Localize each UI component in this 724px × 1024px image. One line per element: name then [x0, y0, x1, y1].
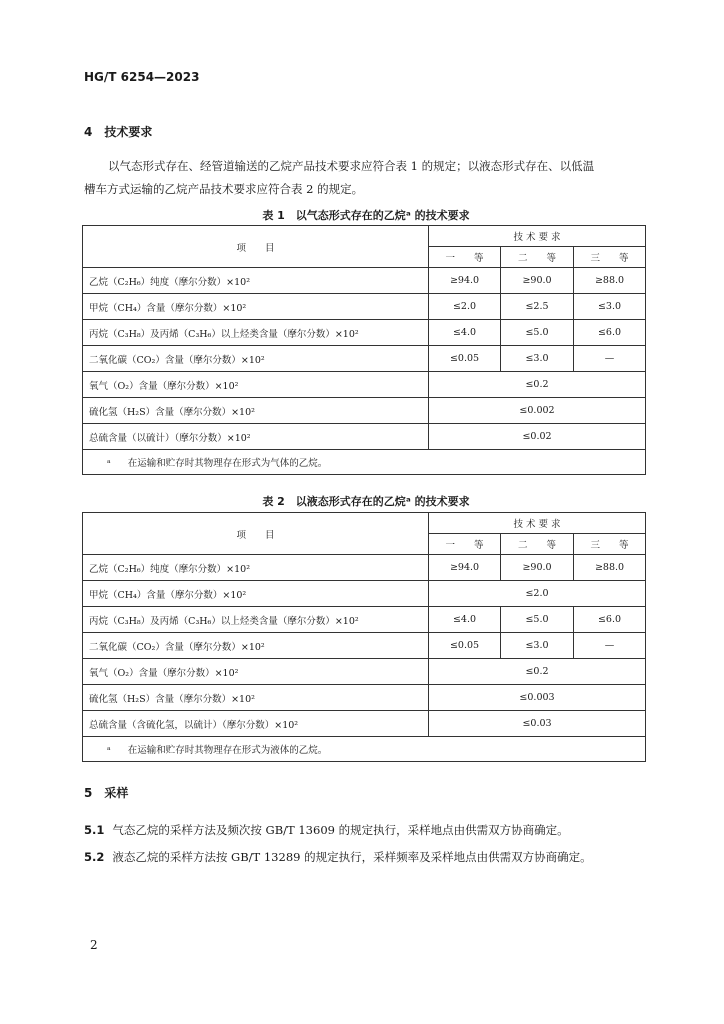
clause-5-2	[84, 849, 592, 865]
value-cell: ≤5.0	[501, 607, 574, 633]
clause-number: 5.1	[84, 823, 105, 837]
requirement-header: 技 术 要 求	[429, 513, 646, 534]
value-cell: ≤2.5	[501, 294, 574, 320]
table-header-row	[83, 513, 646, 534]
item-cell: 总硫含量（以硫计）（摩尔分数）×10²	[83, 424, 429, 450]
table-row	[83, 424, 646, 450]
table-2-caption: 表 2 以液态形式存在的乙烷ᵃ 的技术要求	[262, 495, 470, 508]
item-cell: 硫化氢（H₂S）含量（摩尔分数）×10²	[83, 398, 429, 424]
table-row	[83, 346, 646, 372]
paragraph-line-1: 以气态形式存在、经管道输送的乙烷产品技术要求应符合表 1 的规定；以液态形式存在、以低温	[108, 159, 595, 173]
table-row	[83, 268, 646, 294]
table-row	[83, 607, 646, 633]
clause-text: 气态乙烷的采样方法及频次按 GB/T 13609 的规定执行，采样地点由供需双方协商确定。	[112, 823, 569, 837]
value-cell: ≤3.0	[501, 346, 574, 372]
document-code: HG/T 6254—2023	[84, 70, 200, 84]
section-5-title: 5 采样	[84, 786, 129, 800]
value-cell: ≤3.0	[501, 633, 574, 659]
merged-value-cell: ≤0.03	[429, 711, 646, 737]
section-4-title: 4 技术要求	[84, 125, 153, 139]
value-cell: ≤3.0	[574, 294, 646, 320]
table-1	[82, 225, 646, 475]
table-1-caption: 表 1 以气态形式存在的乙烷ᵃ 的技术要求	[262, 209, 470, 222]
table-row	[83, 581, 646, 607]
requirement-header: 技 术 要 求	[429, 226, 646, 247]
merged-value-cell: ≤0.002	[429, 398, 646, 424]
grade-2-header: 二 等	[501, 247, 574, 268]
note-text: 在运输和贮存时其物理存在形式为气体的乙烷。	[127, 458, 328, 469]
merged-value-cell: ≤0.02	[429, 424, 646, 450]
table-note-row	[83, 737, 646, 762]
item-cell: 甲烷（CH₄）含量（摩尔分数）×10²	[83, 294, 429, 320]
table-row	[83, 294, 646, 320]
merged-value-cell: ≤0.2	[429, 372, 646, 398]
value-cell: ≤4.0	[429, 320, 501, 346]
table-row	[83, 555, 646, 581]
table-row	[83, 398, 646, 424]
item-cell: 硫化氢（H₂S）含量（摩尔分数）×10²	[83, 685, 429, 711]
table-row	[83, 711, 646, 737]
value-cell: ≥90.0	[501, 268, 574, 294]
item-cell: 总硫含量（含硫化氢，以硫计）（摩尔分数）×10²	[83, 711, 429, 737]
clause-text: 液态乙烷的采样方法按 GB/T 13289 的规定执行，采样频率及采样地点由供需双方协商确定。	[112, 850, 592, 864]
table-note	[83, 737, 646, 762]
value-cell: ≥94.0	[429, 555, 501, 581]
clause-5-1	[84, 822, 569, 838]
value-cell: ≤6.0	[574, 607, 646, 633]
page-number: 2	[90, 938, 98, 952]
table-2	[82, 512, 646, 762]
value-cell: ≤4.0	[429, 607, 501, 633]
value-cell: ≥88.0	[574, 268, 646, 294]
table-note	[83, 450, 646, 475]
paragraph-line-2: 槽车方式运输的乙烷产品技术要求应符合表 2 的规定。	[84, 182, 364, 196]
grade-2-header: 二 等	[501, 534, 574, 555]
note-mark: ᵃ	[107, 745, 111, 756]
merged-value-cell: ≤0.003	[429, 685, 646, 711]
value-cell: —	[574, 346, 646, 372]
item-cell: 甲烷（CH₄）含量（摩尔分数）×10²	[83, 581, 429, 607]
item-cell: 氧气（O₂）含量（摩尔分数）×10²	[83, 659, 429, 685]
note-mark: ᵃ	[107, 458, 111, 469]
clause-number: 5.2	[84, 850, 105, 864]
item-cell: 丙烷（C₃H₈）及丙烯（C₃H₆）以上烃类含量（摩尔分数）×10²	[83, 320, 429, 346]
value-cell: ≥90.0	[501, 555, 574, 581]
value-cell: ≥94.0	[429, 268, 501, 294]
item-cell: 二氧化碳（CO₂）含量（摩尔分数）×10²	[83, 633, 429, 659]
table-note-row	[83, 450, 646, 475]
table-row	[83, 320, 646, 346]
merged-value-cell: ≤0.2	[429, 659, 646, 685]
value-cell: ≤0.05	[429, 633, 501, 659]
item-column-header: 项 目	[83, 226, 429, 268]
item-cell: 二氧化碳（CO₂）含量（摩尔分数）×10²	[83, 346, 429, 372]
value-cell: ≥88.0	[574, 555, 646, 581]
table-row	[83, 372, 646, 398]
table-row	[83, 633, 646, 659]
value-cell: —	[574, 633, 646, 659]
value-cell: ≤5.0	[501, 320, 574, 346]
grade-1-header: 一 等	[429, 534, 501, 555]
item-cell: 丙烷（C₃H₈）及丙烯（C₃H₆）以上烃类含量（摩尔分数）×10²	[83, 607, 429, 633]
table-header-row	[83, 226, 646, 247]
value-cell: ≤0.05	[429, 346, 501, 372]
value-cell: ≤6.0	[574, 320, 646, 346]
item-cell: 氧气（O₂）含量（摩尔分数）×10²	[83, 372, 429, 398]
item-column-header: 项 目	[83, 513, 429, 555]
note-text: 在运输和贮存时其物理存在形式为液体的乙烷。	[127, 745, 328, 756]
item-cell: 乙烷（C₂H₆）纯度（摩尔分数）×10²	[83, 268, 429, 294]
table-row	[83, 685, 646, 711]
table-row	[83, 659, 646, 685]
value-cell: ≤2.0	[429, 294, 501, 320]
grade-1-header: 一 等	[429, 247, 501, 268]
merged-value-cell: ≤2.0	[429, 581, 646, 607]
item-cell: 乙烷（C₂H₆）纯度（摩尔分数）×10²	[83, 555, 429, 581]
grade-3-header: 三 等	[574, 247, 646, 268]
section-4-paragraph	[84, 155, 648, 201]
grade-3-header: 三 等	[574, 534, 646, 555]
